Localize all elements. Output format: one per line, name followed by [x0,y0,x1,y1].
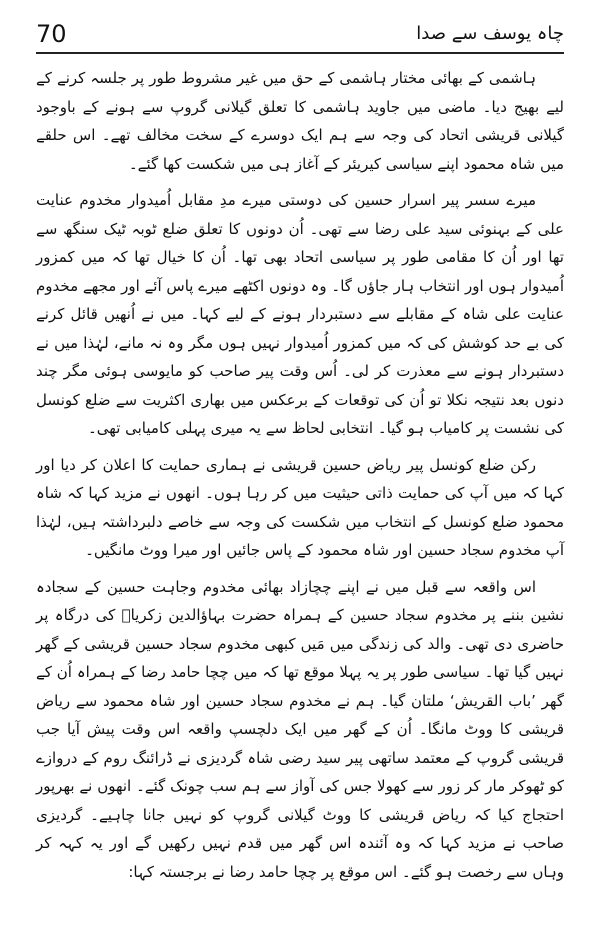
paragraph-4: اس واقعہ سے قبل میں نے اپنے چچازاد بھائی مخدوم وجاہت حسین کے سجادہ نشین بننے پر مخدوم سجاد حسین کے ہمراہ حضرت بہاؤالدین زکریاؒ کی درگاہ پر حاضری دی تھی۔ والد کی زندگی میں مَیں کبھی مخدوم سجاد حسین قریشی کے گھر نہیں گیا تھا۔ سیاسی طور پر یہ پہلا موقع تھا کہ میں چچا حامد رضا کے ہمراہ اُن کے گھر ’باب القریش‘ ملتان گیا۔ ہم نے مخدوم سجاد حسین اور شاہ محمود سے ریاض قریشی کا ووٹ مانگا۔ اُن کے گھر میں ایک دلچسپ واقعہ اس وقت پیش آیا جب قریشی گروپ کے معتمد ساتھی پیر سید رضی شاہ گردیزی نے ڈرائنگ روم کے دروازے کو ٹھوکر مار کر زور سے کھولا جس کی آواز سے ہم سب چونک گئے۔ انھوں نے بھرپور احتجاج کیا کہ ریاض قریشی کا ووٹ گیلانی گروپ کو نہیں جانا چاہیے۔ گردیزی صاحب نے مزید کہا کہ وہ آئندہ اس گھر میں قدم نہیں رکھیں گے اور یہ کہہ کر وہاں سے رخصت ہو گئے۔ اس موقع پر چچا حامد رضا نے برجستہ کہا: [36,577,564,881]
body-text [36,64,564,886]
header-rule [36,52,564,54]
running-title: چاہ یوسف سے صدا [416,23,564,44]
paragraph-3: رکن ضلع کونسل پیر ریاض حسین قریشی نے ہماری حمایت کا اعلان کر دیا اور کہا کہ میں آپ کی حمایت ذاتی حیثیت میں کر رہا ہوں۔ انھوں نے مزید کہا کہ شاہ محمود ضلع کونسل کے انتخاب میں شکست کی وجہ سے خاصے دلبرداشتہ ہیں، لہٰذا آپ مخدوم سجاد حسین اور شاہ محمود کے پاس جائیں اور میرا ووٹ مانگیں۔ [36,455,564,559]
paragraph-1: ہاشمی کے بھائی مختار ہاشمی کے حق میں غیر مشروط طور پر جلسہ کرنے کے لیے بھیج دیا۔ ماضی میں جاوید ہاشمی کا تعلق گیلانی گروپ سے ہونے کے باوجود گیلانی قریشی اتحاد کی وجہ سے ہم ایک دوسرے کے سخت مخالف تھے۔ اس حلقے میں شاہ محمود اپنے سیاسی کیریئر کے آغاز ہی میں شکست کھا گئے۔ [36,69,564,173]
page-number: 70 [36,20,67,48]
page-header [36,14,564,48]
paragraph-2: میرے سسر پیر اسرار حسین کی دوستی میرے مدِ مقابل اُمیدوار مخدوم عنایت علی کے بہنوئی سید علی رضا سے تھی۔ اُن دونوں کا تعلق ضلع ٹوبہ ٹیک سنگھ سے تھا اور اُن کا مقامی طور پر سیاسی اتحاد بھی تھا۔ اُن کا خیال تھا کہ میں کمزور اُمیدوار ہوں اور انتخاب ہار جاؤں گا۔ وہ دونوں اکٹھے میرے پاس آئے اور مجھے مخدوم عنایت علی شاہ کے مقابلے سے دستبردار ہونے کے لیے کہا۔ میں نے اُنھیں قائل کرنے کی بے حد کوشش کی کہ میں کمزور اُمیدوار نہیں ہوں مگر وہ نہ مانے، لہٰذا میں نے دستبردار ہونے سے معذرت کر لی۔ اُس وقت پیر صاحب کو مایوسی ہوئی مگر چند دنوں بعد نتیجہ نکلا تو اُن کی توقعات کے برعکس میں بھاری اکثریت سے ضلع کونسل کی نشست پر کامیاب ہو گیا۔ انتخابی لحاظ سے یہ میری پہلی کامیابی تھی۔ [36,191,564,437]
